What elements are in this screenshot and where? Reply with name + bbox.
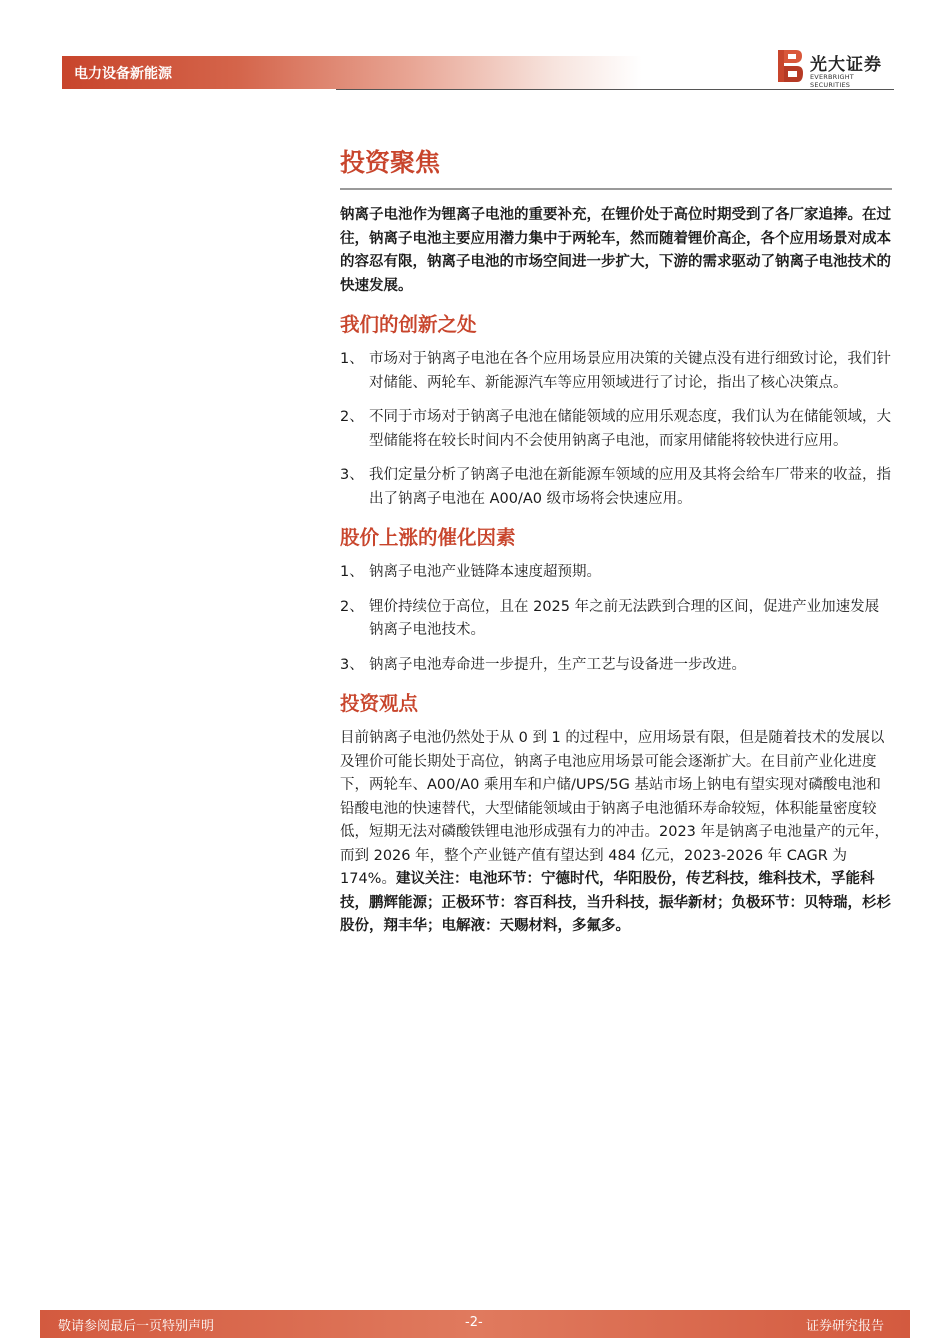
page-number: -2-: [465, 1315, 483, 1330]
list-item: [340, 561, 892, 585]
catalysts-heading: 股价上涨的催化因素: [340, 526, 516, 549]
brand-name-cn: 光大证券: [810, 55, 882, 75]
header-category: 电力设备新能源: [74, 66, 172, 82]
header-category-band: [62, 56, 642, 89]
innovation-heading: 我们的创新之处: [340, 313, 477, 336]
list-text: 我们定量分析了钠离子电池在新能源车领域的应用及其将会给车厂带来的收益，指出了钠离子电池在 A00/A0 级市场将会快速应用。: [369, 467, 891, 507]
lead-paragraph: 钠离子电池作为锂离子电池的重要补充，在锂价处于高位时期受到了各厂家追捧。在过往，钠离子电池主要应用潜力集中于两轮车，然而随着锂价高企，各个应用场景对成本的容忍有限，钠离子电池的市场空间进一步扩大，下游的需求驱动了钠离子电池技术的快速发展。: [340, 207, 891, 294]
view-recommendation: 建议关注：电池环节：宁德时代，华阳股份，传艺科技，维科技术，孚能科技，鹏辉能源；正极环节：容百科技，当升科技，振华新材；负极环节：贝特瑞，杉杉股份，翔丰华；电解液：天赐材料，多氟多。: [340, 871, 891, 934]
list-text: 锂价持续位于高位，且在 2025 年之前无法跌到合理的区间，促进产业加速发展钠离子电池技术。: [369, 598, 880, 638]
list-number: 3、: [340, 467, 364, 483]
list-text: 钠离子电池寿命进一步提升，生产工艺与设备进一步改进。: [369, 656, 746, 673]
list-text: 不同于市场对于钠离子电池在储能领域的应用乐观态度，我们认为在储能领域，大型储能将在较长时间内不会使用钠离子电池，而家用储能将较快进行应用。: [369, 409, 891, 449]
view-body: 目前钠离子电池仍然处于从 0 到 1 的过程中，应用场景有限，但是随着技术的发展以及锂价可能长期处于高位，钠离子电池应用场景可能会逐渐扩大。在目前产业化进度下，两轮车、A00/A0 乘用车和户储/UPS/5G 基站市场上钠电有望实现对磷酸电池和铅酸电池的快速替代，大型储能领域由于钠离子电池循环寿命较短，体积能量密度较低，短期无法对磷酸铁锂电池形成强有力的冲击。2023 年是钠离子电池量产的元年，而到 2026 年，整个产业链产值有望达到 484 亿元，2023-2026 年 CAGR 为 174%。: [340, 730, 890, 887]
list-text: 市场对于钠离子电池在各个应用场景应用决策的关键点没有进行细致讨论，我们针对储能、两轮车、新能源汽车等应用领域进行了讨论，指出了核心决策点。: [369, 351, 891, 391]
everbright-logo-icon: [776, 48, 804, 84]
report-content: [340, 146, 892, 939]
brand-logo: [776, 48, 896, 89]
catalysts-list: [340, 561, 892, 677]
view-heading: 投资观点: [340, 692, 419, 715]
list-item: [340, 348, 892, 395]
footer-disclaimer: 敬请参阅最后一页特别声明: [58, 1319, 215, 1334]
list-number: 2、: [340, 598, 364, 615]
page-title: 投资聚焦: [340, 148, 441, 177]
list-text: 钠离子电池产业链降本速度超预期。: [369, 564, 601, 580]
list-number: 2、: [340, 409, 364, 425]
header-divider: [336, 89, 894, 90]
footer-report-type: 证券研究报告: [805, 1319, 884, 1334]
list-item: [340, 596, 892, 643]
view-paragraph: [340, 727, 892, 939]
footer-bar: [40, 1310, 910, 1338]
list-item: [340, 654, 892, 678]
list-item: [340, 406, 892, 453]
list-number: 1、: [340, 564, 364, 580]
list-item: [340, 464, 892, 511]
brand-name-en: EVERBRIGHT SECURITIES: [810, 73, 854, 89]
title-divider: [340, 188, 892, 190]
list-number: 3、: [340, 656, 364, 673]
list-number: 1、: [340, 351, 364, 367]
innovation-list: [340, 348, 892, 511]
